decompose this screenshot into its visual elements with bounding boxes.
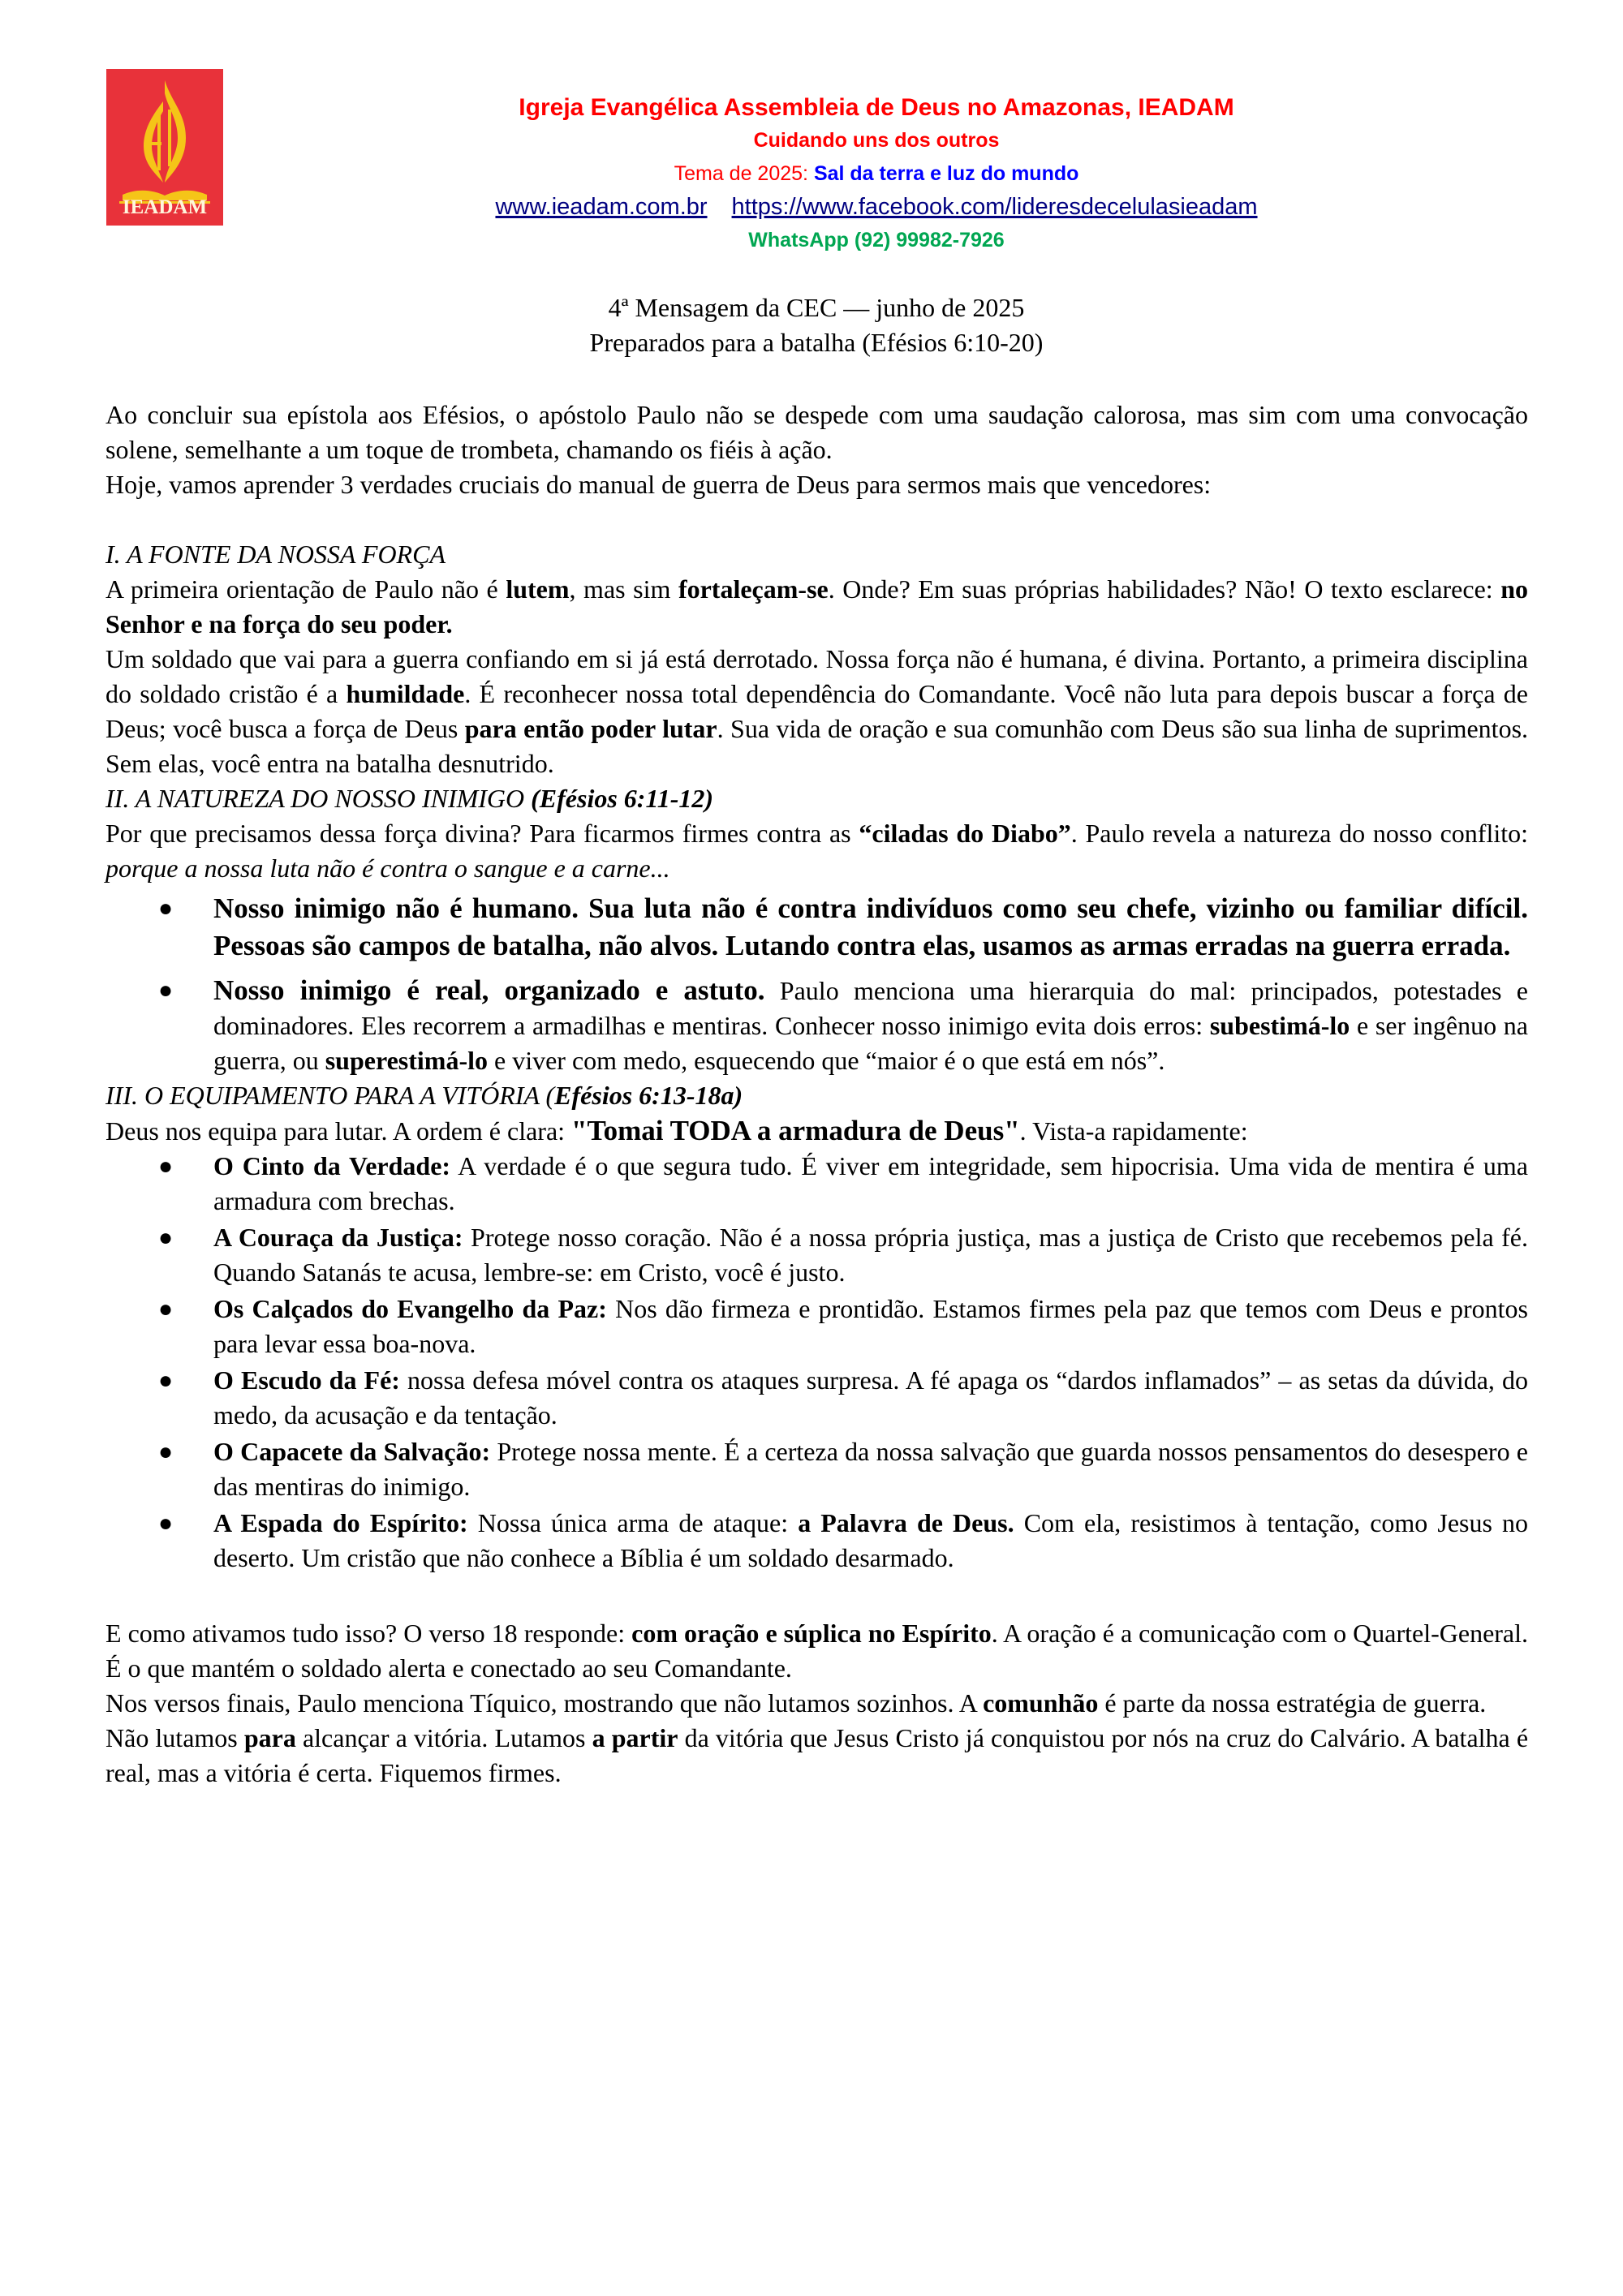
list-item: ● O Cinto da Verdade: A verdade é o que segura tudo. É viver em integridade, sem hipocrisia. Uma vida de mentira é uma armadura com brechas. [105, 1149, 1528, 1219]
church-motto: Cuidando uns dos outros [753, 129, 1000, 152]
section-3-reference: Efésios 6:13-18a) [554, 1081, 743, 1110]
bullet-icon: ● [158, 895, 174, 922]
section-1-paragraph-1: A primeira orientação de Paulo não é lutem, mas sim fortaleçam-se. Onde? Em suas próprias habilidades? Não! O texto esclarece: no Senhor e na força do seu poder. [105, 574, 1529, 638]
section-2-reference: (Efésios 6:11-12) [531, 784, 713, 813]
list-item: ● Nosso inimigo não é humano. Sua luta não é contra indivíduos como seu chefe, vizinho ou familiar difícil. Pessoas são campos de batalha, não alvos. Lutando contra elas, usamos as armas erradas na guerra errada. [105, 890, 1528, 965]
theme-prefix: Tema de 2025: [674, 162, 814, 185]
letterhead [243, 91, 1509, 257]
message-subtitle: 4ª Mensagem da CEC — junho de 2025 [608, 293, 1025, 322]
list-item: ● A Espada do Espírito: Nossa única arma de ataque: a Palavra de Deus. Com ela, resistimos à tentação, como Jesus no deserto. Um cristão que não conhece a Bíblia é um soldado desarmado. [105, 1506, 1528, 1576]
intro-paragraph-1: Ao concluir sua epístola aos Efésios, o apóstolo Paulo não se despede com uma saudação calorosa, mas sim com uma convocação solene, semelhante a um toque de trombeta, chamando os fiéis à ação. [105, 400, 1528, 464]
bullet-icon: ● [158, 977, 174, 1004]
list-item: ● Os Calçados do Evangelho da Paz: Nos dão firmeza e prontidão. Estamos firmes pela paz que temos com Deus e prontos para levar essa boa-nova. [105, 1292, 1528, 1361]
list-item: ● Nosso inimigo é real, organizado e astuto. Paulo menciona uma hierarquia do mal: principados, potestades e dominadores. Eles recorrem a armadilhas e mentiras. Conhecer nosso inimigo evita dois erros: subestimá-lo e ser ingênuo na guerra, ou superestimá-lo e viver com medo, esquecendo que “maior é o que está em nós”. [158, 974, 1529, 1075]
website-link[interactable]: www.ieadam.com.br [495, 194, 708, 220]
facebook-link[interactable]: https://www.facebook.com/lideresdecelulasieadam [731, 194, 1258, 220]
closing-paragraph-3: Não lutamos para alcançar a vitória. Lutamos a partir da vitória que Jesus Cristo já conquistou por nós na cruz do Calvário. A batalha é real, mas a vitória é certa. Fiquemos firmes. [105, 1723, 1529, 1787]
bullet-icon: ● [158, 1510, 174, 1537]
closing-paragraph-2: Nos versos finais, Paulo menciona Tíquico, mostrando que não lutamos sozinhos. A comunhão é parte da nossa estratégia de guerra. [105, 1688, 1487, 1718]
section-1-paragraph-2: Um soldado que vai para a guerra confiando em si já está derrotado. Nossa força não é humana, é divina. Portanto, a primeira disciplina do soldado cristão é a humildade. É reconhecer nossa total dependência do Comandante. Você não luta para depois buscar a força de Deus; você busca a força de Deus para então poder lutar. Sua vida de oração e sua comunhão com Deus são sua linha de suprimentos. Sem elas, você entra na batalha desnutrido. [105, 644, 1529, 778]
list-item: ● O Capacete da Salvação: Protege nossa mente. É a certeza da nossa salvação que guarda nossos pensamentos do desespero e das mentiras do inimigo. [105, 1434, 1528, 1504]
section-2-paragraph-1: Por que precisamos dessa força divina? Para ficarmos firmes contra as “ciladas do Diabo”. Paulo revela a natureza do nosso conflito: porque a nossa luta não é contra o sangue e a carne... [105, 819, 1529, 883]
bullet-icon: ● [158, 1153, 174, 1180]
links-line [243, 191, 1509, 224]
list-item: ● O Escudo da Fé: nossa defesa móvel contra os ataques surpresa. A fé apaga os “dardos inflamados” – as setas da dúvida, do medo, da acusação e da tentação. [105, 1363, 1528, 1433]
whatsapp-contact: WhatsApp (92) 99982-7926 [748, 229, 1005, 252]
closing-paragraph-1: E como ativamos tudo isso? O verso 18 responde: com oração e súplica no Espírito. A oração é a comunicação com o Quartel-General. É o que mantém o soldado alerta e conectado ao seu Comandante. [105, 1619, 1529, 1683]
bullet-icon: ● [158, 1296, 174, 1322]
section-2-heading: II. A NATUREZA DO NOSSO INIMIGO (Efésios 6:11-12) [105, 784, 713, 813]
section-3-paragraph-1: Deus nos equipa para lutar. A ordem é clara: "Tomai TODA a armadura de Deus". Vista-a rapidamente: [105, 1115, 1248, 1146]
ieadam-logo [106, 69, 223, 226]
section-1-heading: I. A FONTE DA NOSSA FORÇA [105, 540, 446, 569]
message-title: Preparados para a batalha (Efésios 6:10-20) [589, 328, 1044, 357]
bullet-icon: ● [158, 1224, 174, 1251]
document-body [105, 398, 1528, 1791]
enemy-bullet-list [105, 890, 1528, 1078]
theme-text: Sal da terra e luz do mundo [813, 162, 1079, 185]
section-3-heading: III. O EQUIPAMENTO PARA A VITÓRIA (Efésios 6:13-18a) [105, 1081, 743, 1110]
armor-bullet-list [105, 1149, 1528, 1576]
logo-text: IEADAM [122, 196, 208, 218]
year-theme [243, 157, 1509, 191]
church-name: Igreja Evangélica Assembleia de Deus no Amazonas, IEADAM [519, 94, 1234, 121]
intro-paragraph-2: Hoje, vamos aprender 3 verdades cruciais do manual de guerra de Deus para sermos mais que vencedores: [105, 470, 1212, 499]
document-titles [105, 290, 1527, 360]
bullet-icon: ● [158, 1438, 174, 1465]
bullet-icon: ● [158, 1367, 174, 1394]
list-item: ● A Couraça da Justiça: Protege nosso coração. Não é a nossa própria justiça, mas a justiça de Cristo que recebemos pela fé. Quando Satanás te acusa, lembre-se: em Cristo, você é justo. [105, 1220, 1528, 1290]
